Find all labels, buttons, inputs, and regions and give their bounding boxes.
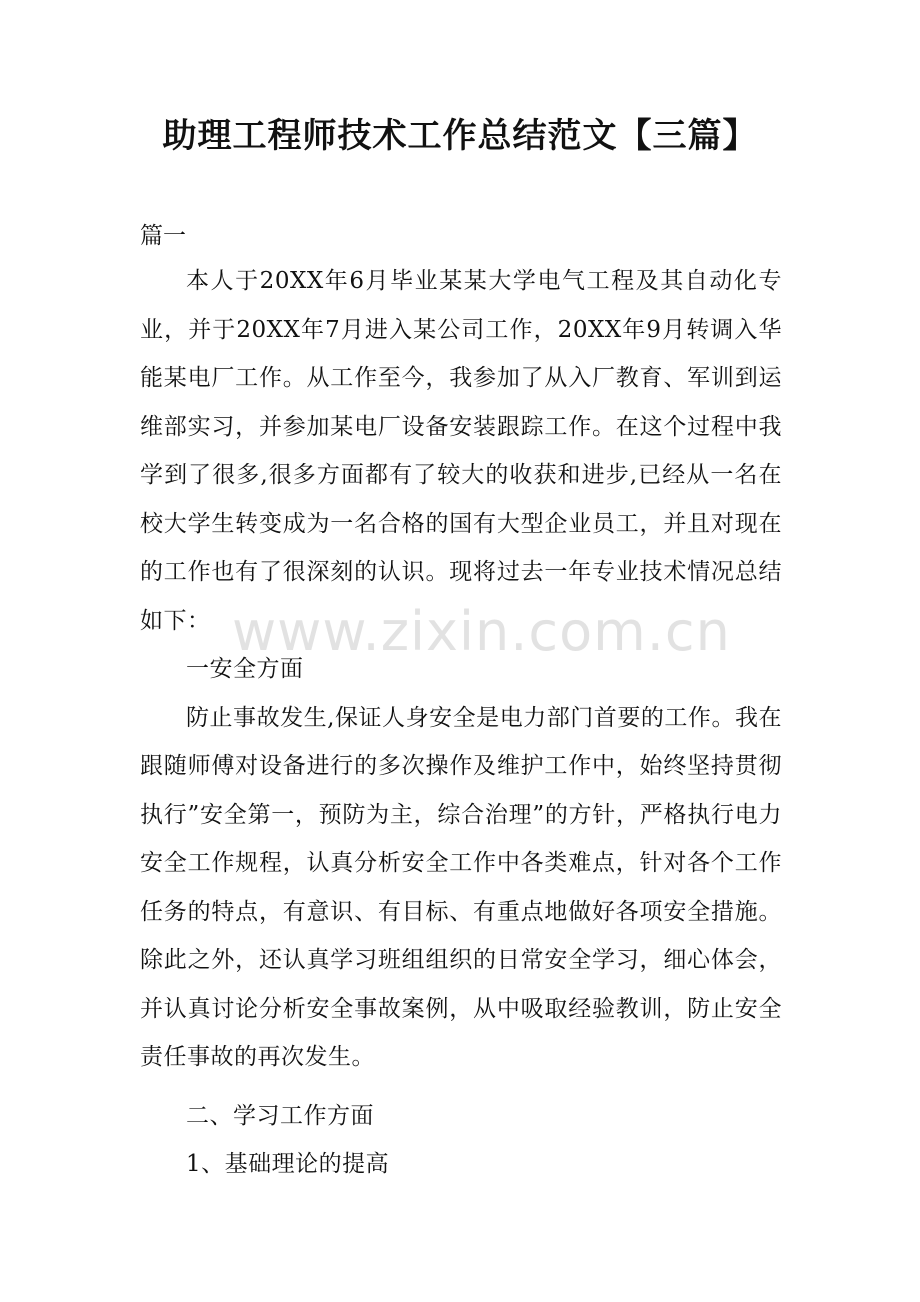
section-label: 篇一 <box>140 223 186 249</box>
heading-study-work: 二、学习工作方面 <box>186 1102 374 1129</box>
document-title: 助理工程师技术工作总结范文【三篇】 <box>162 116 758 156</box>
heading-basic-theory: 1、基础理论的提高 <box>186 1151 390 1177</box>
paragraph-intro: 本人于20XX年6月毕业某某大学电气工程及其自动化专业，并于20XX年7月进入某公司工作，20XX年9月转调入华能某电厂工作。从工作至今，我参加了从入厂教育、军训到运维部实习，并参加某电厂设备安装跟踪工作。在这个过程中我学到了很多,很多方面都有了较大的收获和进步,已经从一名在校大学生转变成为一名合格的国有大型企业员工，并且对现在的工作也有了很深刻的认识。现将过去一年专业技术情况总结如下： <box>140 268 782 634</box>
watermark-text: www.zixin.com.cn <box>232 600 731 663</box>
heading-safety: 一安全方面 <box>186 656 304 682</box>
document-body <box>140 257 782 1189</box>
paragraph-safety: 防止事故发生,保证人身安全是电力部门首要的工作。我在跟随师傅对设备进行的多次操作及维护工作中，始终坚持贯彻执行”安全第一，预防为主，综合治理”的方针，严格执行电力安全工作规程，认真分析安全工作中各类难点，针对各个工作任务的特点，有意识、有目标、有重点地做好各项安全措施。除此之外，还认真学习班组组织的日常安全学习，细心体会，并认真讨论分析安全事故案例，从中吸取经验教训，防止安全责任事故的再次发生。 <box>140 704 782 1070</box>
